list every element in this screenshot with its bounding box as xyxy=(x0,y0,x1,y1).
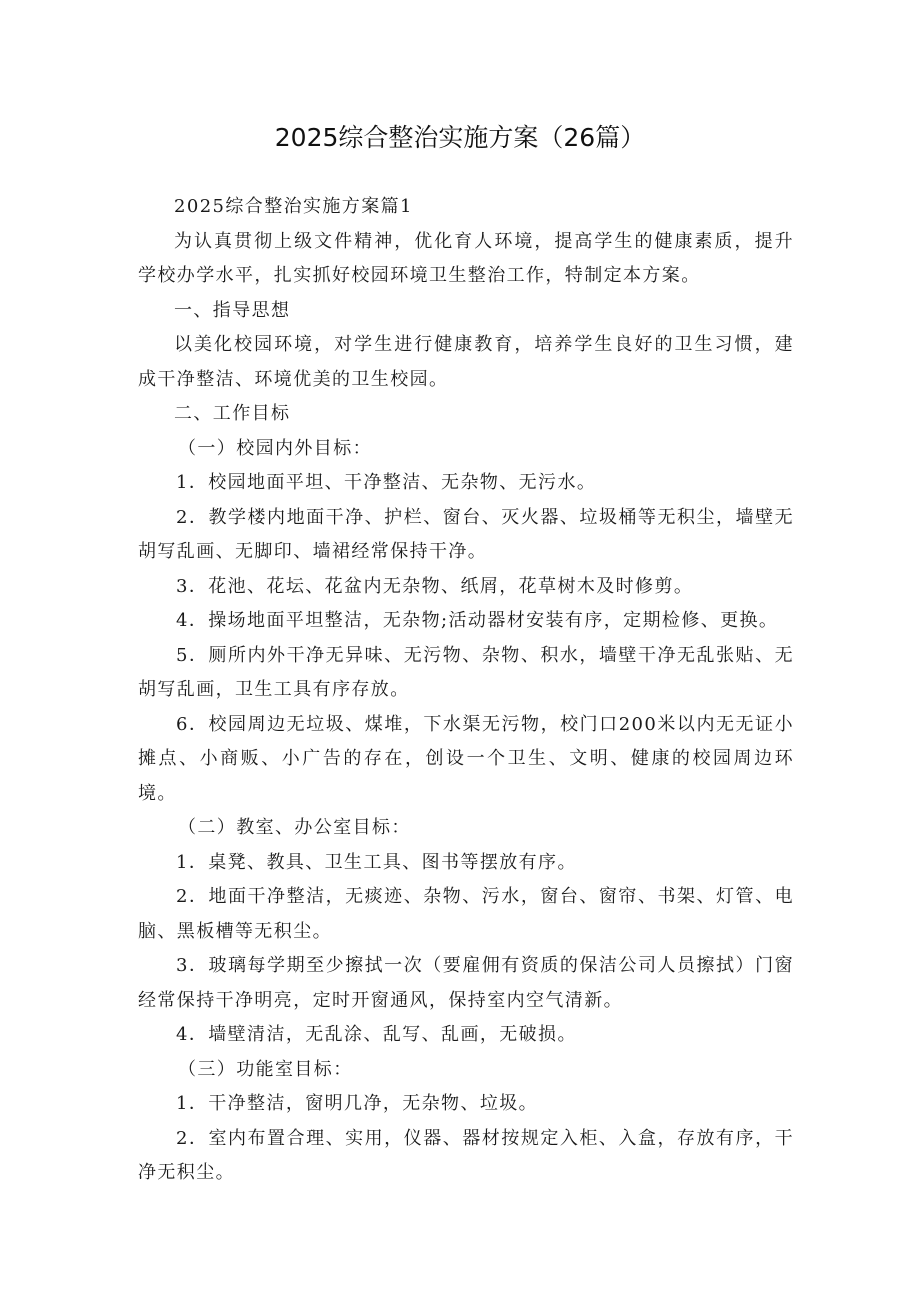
list-item: 6．校园周边无垃圾、煤堆，下水渠无污物，校门口200米以内无无证小摊点、小商贩、小广告的存在，创设一个卫生、文明、健康的校园周边环境。 xyxy=(138,713,794,804)
list-item: 4．操场地面平坦整洁，无杂物;活动器材安装有序，定期检修、更换。 xyxy=(176,610,779,631)
list-item: 1．校园地面平坦、干净整洁、无杂物、无污水。 xyxy=(176,472,597,493)
section-heading: 二、工作目标 xyxy=(174,403,291,424)
subsection-heading: （三）功能室目标： xyxy=(178,1058,353,1080)
list-item: 1．干净整洁，窗明几净，无杂物、垃圾。 xyxy=(176,1093,539,1114)
list-item: 3．玻璃每学期至少擦拭一次（要雇佣有资质的保洁公司人员擦拭）门窗经常保持干净明亮，定时开窗通风，保持室内空气清新。 xyxy=(138,955,794,1011)
list-item: 2．地面干净整洁，无痰迹、杂物、污水，窗台、窗帘、书架、灯管、电脑、黑板槽等无积尘。 xyxy=(138,886,794,942)
document-body xyxy=(138,190,794,1191)
subsection-heading: （一）校园内外目标： xyxy=(178,437,372,459)
paragraph: 以美化校园环境，对学生进行健康教育，培养学生良好的卫生习惯，建成干净整洁、环境优美的卫生校园。 xyxy=(138,334,794,390)
list-item: 1．桌凳、教具、卫生工具、图书等摆放有序。 xyxy=(176,851,577,873)
list-item: 4．墙壁清洁，无乱涂、乱写、乱画，无破损。 xyxy=(176,1024,577,1045)
list-item: 2．教学楼内地面干净、护栏、窗台、灭火器、垃圾桶等无积尘，墙壁无胡写乱画、无脚印、墙裙经常保持干净。 xyxy=(138,506,794,562)
document-title: 2025综合整治实施方案（26篇） xyxy=(274,123,646,152)
section-heading: 2025综合整治实施方案篇1 xyxy=(174,196,413,217)
list-item: 3．花池、花坛、花盆内无杂物、纸屑，花草树木及时修剪。 xyxy=(176,575,694,597)
paragraph: 为认真贯彻上级文件精神，优化育人环境，提高学生的健康素质，提升学校办学水平，扎实抓好校园环境卫生整治工作，特制定本方案。 xyxy=(138,230,794,286)
section-heading: 一、指导思想 xyxy=(174,299,291,321)
list-item: 5．厕所内外干净无异味、无污物、杂物、积水，墙壁干净无乱张贴、无胡写乱画，卫生工具有序存放。 xyxy=(138,644,794,700)
list-item: 2．室内布置合理、实用，仪器、器材按规定入柜、入盒，存放有序，干净无积尘。 xyxy=(138,1127,794,1183)
subsection-heading: （二）教室、办公室目标： xyxy=(178,817,411,838)
